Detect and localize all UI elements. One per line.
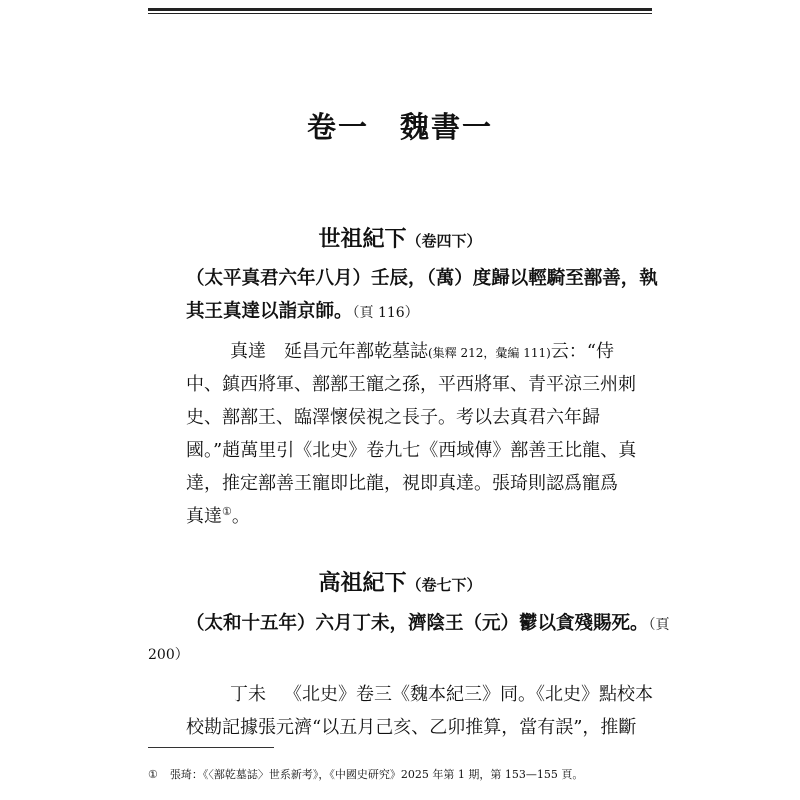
footnote-rule [148,747,274,748]
footnote-text: 張琦：《〈鄯乾墓誌〉世系新考》，《中國史研究》2025 年第 1 期，第 153—155 頁。 [169,768,584,781]
note-line: 國。”趙萬里引《北史》卷九七《西域傳》鄯善王比龍、真 [186,440,637,461]
main-text: 其王真達以詣京師。 [186,301,353,322]
section-title-text: 世祖紀下 [318,226,407,252]
note-text: 延昌元年鄯乾墓誌 [284,341,428,362]
page-ref: （頁 [648,617,670,633]
page-ref: 200） [148,647,189,663]
section-title-text: 高祖紀下 [318,570,407,596]
page-ref: （頁 116） [352,305,419,321]
section-title-shizu [148,222,652,253]
footnote-marker[interactable]: ① [222,505,232,518]
section-subtitle: （卷七下） [406,576,482,594]
note-line [230,680,653,706]
main-text-line [186,609,670,635]
section-subtitle: （卷四下） [406,232,482,250]
footnote-mark: ① [148,768,158,781]
note-text: 云：“侍 [550,341,615,362]
main-text-line: （太平真君六年八月）壬辰，（萬）度歸以輕騎至鄯善，執 [186,268,658,289]
note-text: 真達 [186,506,222,527]
section-title-gaozu [148,566,652,597]
main-text-line [148,643,189,664]
note-citation: (集釋 212，彙編 111) [428,346,551,360]
main-text: （太和十五年）六月丁未，濟陰王（元）鬱以貪殘賜死。 [186,613,649,634]
header-rule-thin [148,13,652,14]
note-line [186,502,250,528]
note-line: 達，推定鄯善王寵即比龍，視即真達。張琦則認爲寵爲 [186,473,618,494]
footnote [148,766,583,782]
note-text: 《北史》卷三《魏本紀三》同。《北史》點校本 [284,684,653,705]
note-line: 校勘記據張元濟“以五月己亥、乙卯推算，當有誤”，推斷 [186,717,637,738]
main-text-line [186,297,419,323]
volume-title: 卷一 魏書一 [306,110,493,144]
note-line: 中、鎮西將軍、鄯鄯王寵之孫，平西將軍、青平涼三州刺 [186,374,636,395]
header-rule [148,8,652,11]
note-term: 丁未 [230,684,266,705]
note-line [230,337,614,363]
note-term: 真達 [230,341,266,362]
note-text: 。 [231,506,250,527]
note-line: 史、鄯鄯王、臨澤懷侯視之長子。考以去真君六年歸 [186,407,600,428]
